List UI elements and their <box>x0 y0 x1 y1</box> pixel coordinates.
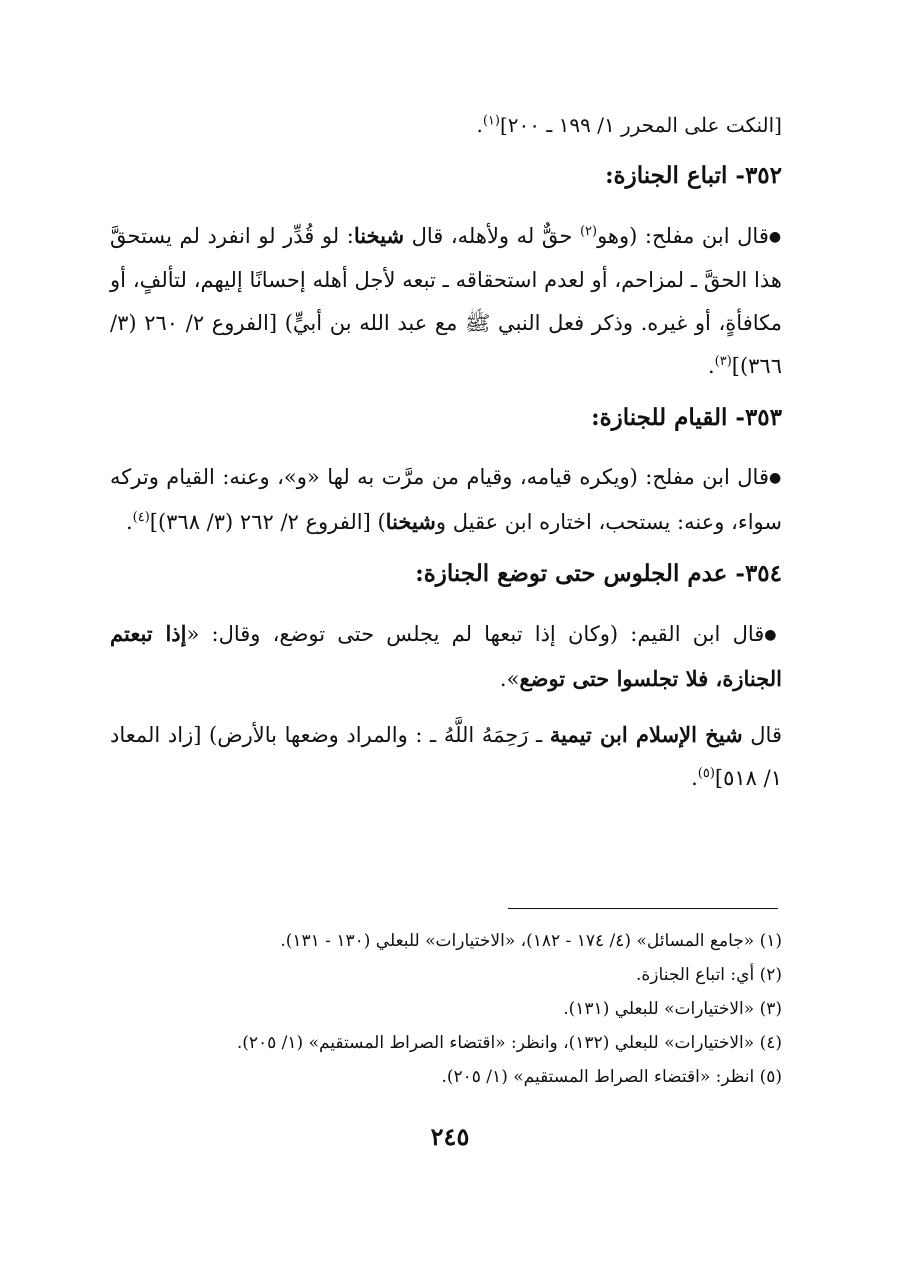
footnote-2: (٢) أي: اتباع الجنازة. <box>636 965 782 985</box>
footnote-divider <box>508 908 778 909</box>
section-heading-354: ٣٥٤- عدم الجلوس حتى توضع الجنازة: <box>415 560 782 587</box>
bullet-icon: ● <box>764 627 783 643</box>
section-heading-352: ٣٥٢- اتباع الجنازة: <box>605 162 782 189</box>
footnote-4: (٤) «الاختيارات» للبعلي (١٣٢)، وانظر: «اقتضاء الصراط المستقيم» (١/ ٢٠٥). <box>236 1033 782 1053</box>
page-number: ٢٤٥ <box>430 1122 470 1151</box>
citation-text: [النكت على المحرر ١/ ١٩٩ ـ ٢٠٠] <box>499 113 782 137</box>
footnote-ref[interactable]: (٢) <box>579 224 598 239</box>
bold-term: شيخنا <box>385 509 436 534</box>
section-354-paragraph-1: ●قال ابن القيم: (وكان إذا تبعها لم يجلس حتى توضع، وقال: «إذا تبعتم الجنازة، فلا تجلسوا حتى توضع». <box>110 621 783 691</box>
footnote-5: (٥) انظر: «اقتضاء الصراط المستقيم» (١/ ٢٠٥). <box>441 1067 782 1087</box>
section-354-paragraph-2: قال شيخ الإسلام ابن تيمية ـ رَحِمَهُ اللَّهُ ـ : والمراد وضعها بالأرض) [زاد المعاد ١/ ٥١٨]$^{(٥)}$. <box>110 722 782 790</box>
footnote-3: (٣) «الاختيارات» للبعلي (١٣١). <box>563 999 782 1019</box>
footnote-ref[interactable]: (١) <box>482 113 500 129</box>
continued-citation: [النكت على المحرر ١/ ١٩٩ ـ ٢٠٠]$^{(١)}$. <box>476 113 782 137</box>
page-body <box>110 108 782 812</box>
bold-hadith: إذا تبعتم الجنازة، فلا تجلسوا حتى توضع <box>110 621 782 691</box>
bullet-icon: ● <box>769 470 783 486</box>
section-353-paragraph: ●قال ابن مفلح: (ويكره قيامه، وقيام من مرَّت به لها «و»، وعنه: القيام وتركه سواء، وعنه: يستحب، اختاره ابن عقيل وشيخنا) [الفروع ٢/ ٢٦٢ (٣/ ٣٦٨)]$^{(٤)}$. <box>110 465 783 534</box>
section-352-paragraph: ●قال ابن مفلح: (وهو$^{(٢)}$ حقٌّ له ولأهله، قال شيخنا: لو قُدِّر لو انفرد لم يستحقَّ هذا الحقَّ ـ لمزاحم، أو لعدم استحقاقه ـ تبعه لأجل أهله إحسانًا إليهم، لتألفٍ، أو مكافأةٍ، أو غيره. وذكر فعل النبي ﷺ مع عبد الله بن أبيٍّ) [الفروع ٢/ ٢٦٠ (٣/ ٣٦٦)]$^{(٣)}$. <box>110 223 782 378</box>
footnotes <box>110 924 782 1094</box>
section-heading-353: ٣٥٣- القيام للجنازة: <box>591 404 782 431</box>
footnote-ref[interactable]: (٤) <box>132 510 150 525</box>
footnote-1: (١) «جامع المسائل» (٤/ ١٧٤ - ١٨٢)، «الاختيارات» للبعلي (١٣٠ - ١٣١). <box>280 931 782 951</box>
footnote-ref[interactable]: (٥) <box>697 766 715 781</box>
bullet-icon: ● <box>768 229 782 245</box>
bold-term: شيخنا <box>353 223 405 248</box>
bold-term: شيخ الإسلام ابن تيمية <box>549 722 743 747</box>
footnote-ref[interactable]: (٣) <box>714 354 732 369</box>
